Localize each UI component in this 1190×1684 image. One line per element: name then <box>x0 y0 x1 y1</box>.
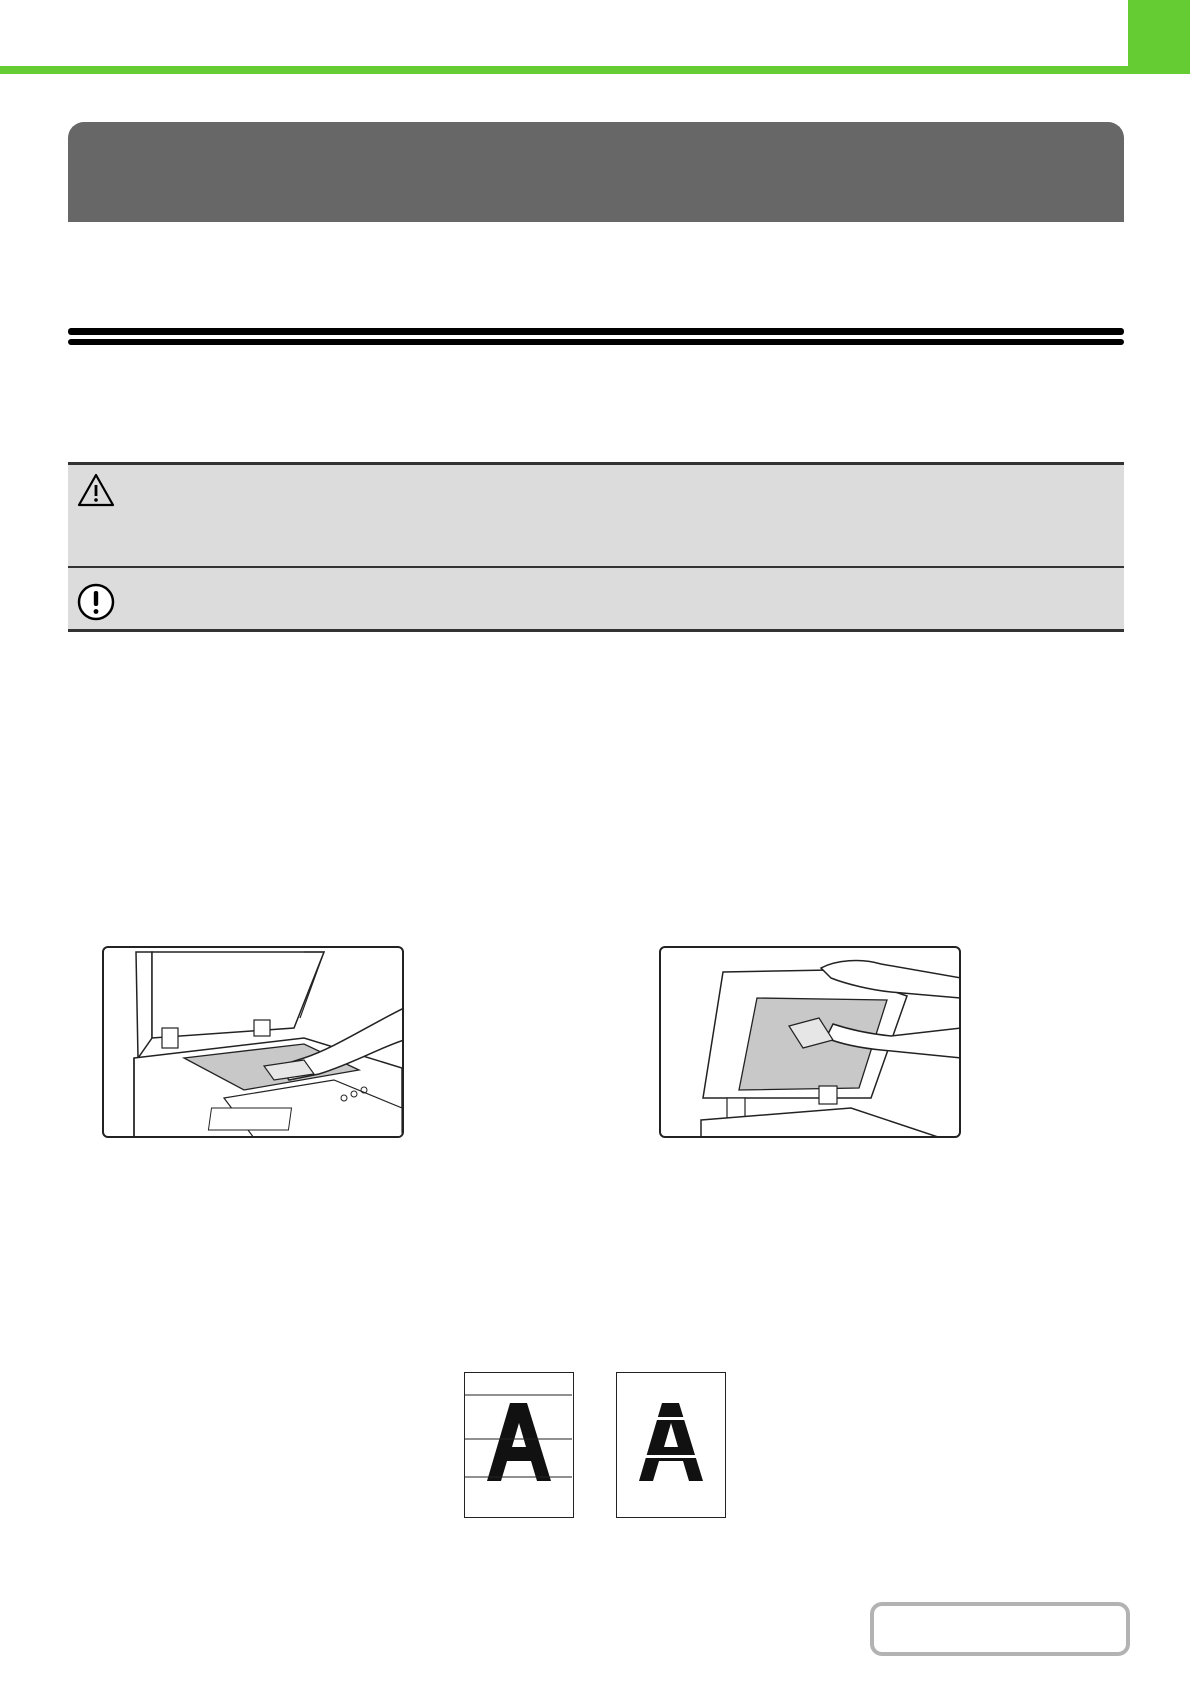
letter-a-with-white-streaks-sample <box>616 1372 726 1518</box>
cleaning-document-cover-underside-illustration <box>659 946 961 1138</box>
top-accent-bar <box>0 66 1190 74</box>
top-accent-tab <box>1128 0 1190 74</box>
heading-rule-bottom <box>68 339 1124 345</box>
heading-rule-top <box>68 328 1124 335</box>
page-navigation-button[interactable] <box>870 1602 1130 1656</box>
cleaning-document-glass-illustration <box>102 946 404 1138</box>
exclamation-circle-icon <box>76 582 116 622</box>
warning-triangle-icon <box>76 471 116 511</box>
letter-a-with-thin-lines-sample <box>464 1372 574 1518</box>
caution-box <box>68 568 1124 632</box>
warning-box <box>68 462 1124 568</box>
section-header-band <box>68 122 1124 222</box>
